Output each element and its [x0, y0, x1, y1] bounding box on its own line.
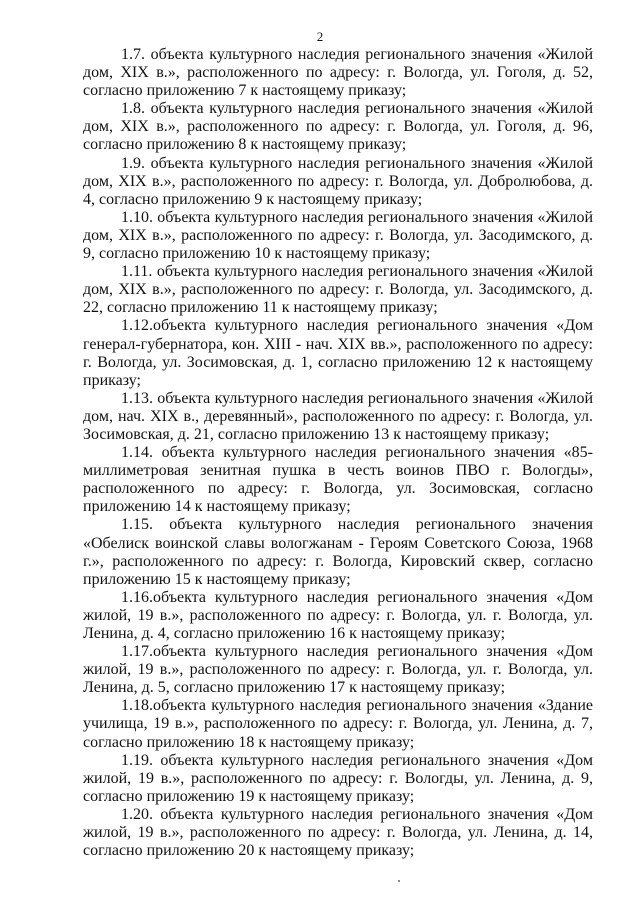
page-number: 2	[316, 29, 324, 44]
order-item: 1.8. объекта культурного наследия регионального значения «Жилой дом, XIX в.», расположенного по адресу: г. Вологда, ул. Гоголя, д. 96, согласно приложению 8 к настоящему приказу;	[83, 100, 593, 154]
order-item: 1.13. объекта культурного наследия регионального значения «Жилой дом, нач. XIX в., деревянный», расположенного по адресу: г. Вологда, ул. Зосимовская, д. 21, согласно приложению 13 к настоящему приказу;	[83, 389, 593, 443]
order-items-list	[83, 46, 593, 860]
order-item: 1.15. объекта культурного наследия регионального значения «Обелиск воинской славы вологжанам - Героям Советского Союза, 1968 г.», расположенного по адресу: г. Вологда, Кировский сквер, согласно приложению 15 к настоящему приказу;	[83, 516, 593, 588]
order-item: 1.20. объекта культурного наследия регионального значения «Дом жилой, 19 в.», расположенного по адресу: г. Вологда, ул. Ленина, д. 14, согласно приложению 20 к настоящему приказу;	[83, 805, 593, 860]
order-item: 1.16.объекта культурного наследия регионального значения «Дом жилой, 19 в.», расположенного по адресу: г. Вологда, ул. г. Вологда, ул. Ленина, д. 4, согласно приложению 16 к настоящему приказу;	[83, 588, 593, 642]
order-item: 1.9. объекта культурного наследия регионального значения «Жилой дом, XIX в.», расположенного по адресу: г. Вологда, ул. Добролюбова, д. 4, согласно приложению 9 к настоящему приказу;	[83, 154, 593, 208]
order-item: 1.18.объекта культурного наследия регионального значения «Здание училища, 19 в.», расположенного по адресу: г. Вологда, ул. Ленина, д. 7, согласно приложению 18 к настоящему приказу;	[83, 697, 593, 751]
order-item: 1.11. объекта культурного наследия регионального значения «Жилой дом, XIX в.», расположенного по адресу: г. Вологда, ул. Засодимского, д. 22, согласно приложению 11 к настоящему приказу;	[83, 263, 593, 317]
scan-speck	[398, 880, 400, 882]
order-item: 1.12.объекта культурного наследия регионального значения «Дом генерал-губернатора, кон. XIII - нач. XIX вв.», расположенного по адресу: г. Вологда, ул. Зосимовская, д. 1, согласно приложению 12 к настоящему приказу;	[83, 317, 593, 389]
order-item: 1.17.объекта культурного наследия регионального значения «Дом жилой, 19 в.», расположенного по адресу: г. Вологда, ул. г. Вологда, ул. Ленина, д. 5, согласно приложению 17 к настоящему приказу;	[83, 643, 593, 697]
order-item: 1.14. объекта культурного наследия регионального значения «85-миллиметровая зенитная пушка в честь воинов ПВО г. Вологды», расположенного по адресу: г. Вологда, ул. Зосимовская, согласно приложению 14 к настоящему приказу;	[83, 444, 593, 516]
order-item: 1.19. объекта культурного наследия регионального значения «Дом жилой, 19 в.», расположенного по адресу: г. Вологды, ул. Ленина, д. 9, согласно приложению 19 к настоящему приказу;	[83, 751, 593, 805]
order-item: 1.10. объекта культурного наследия регионального значения «Жилой дом, XIX в.», расположенного по адресу: г. Вологда, ул. Засодимского, д. 9, согласно приложению 10 к настоящему приказу;	[83, 208, 593, 263]
order-item: 1.7. объекта культурного наследия регионального значения «Жилой дом, XIX в.», расположенного по адресу: г. Вологда, ул. Гоголя, д. 52, согласно приложению 7 к настоящему приказу;	[83, 46, 593, 100]
